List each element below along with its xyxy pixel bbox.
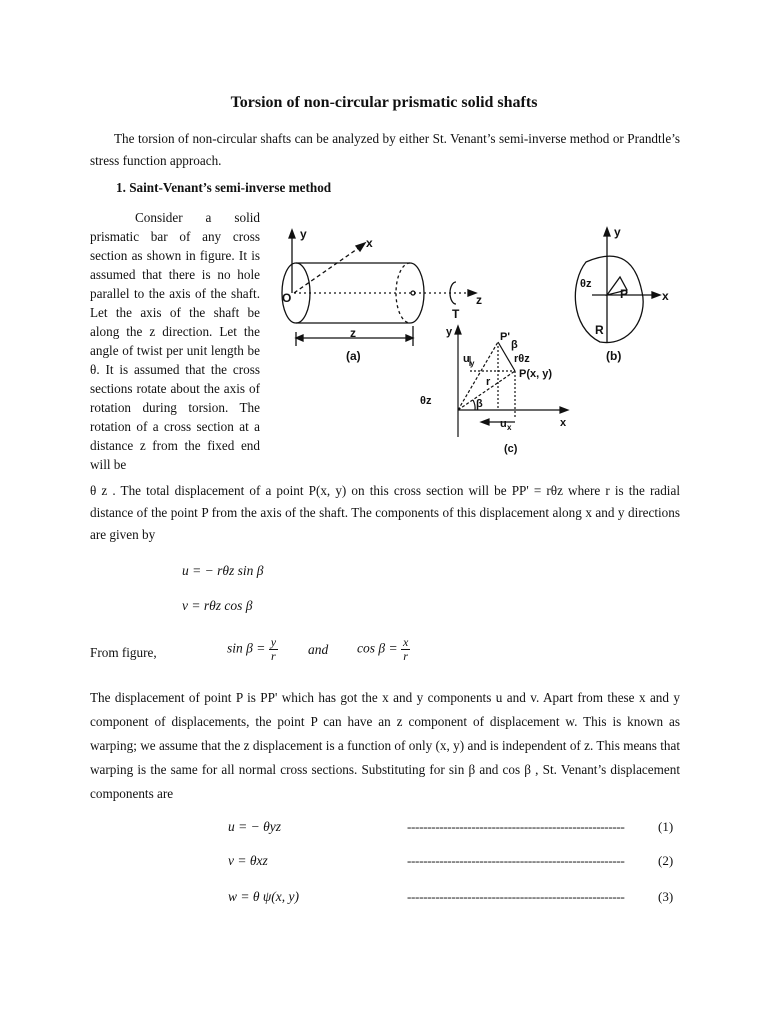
label-c-u-y: u [463,353,470,365]
sin-beta-denominator: r [271,649,276,663]
label-a-o: O [282,291,292,305]
label-b-x: x [662,289,669,303]
label-a-y: y [300,227,307,241]
equation-3: w = θ ψ(x, y) [228,889,299,904]
sin-beta-equation [227,636,278,663]
cos-beta-denominator: r [403,649,408,663]
equation-u-polar: u = − rθz sin β [182,563,264,578]
equation-2: v = θxz [228,853,268,868]
equation-1: u = − θyz [228,819,281,834]
intro-paragraph: The torsion of non-circular shafts can be analyzed by either St. Venant’s semi-inverse method or Prandtle’s stress function approach. [90,131,680,168]
label-b-p: P [620,287,629,301]
label-c-u-x-sub: x [507,423,512,432]
shaft-center [411,291,415,295]
equation-1-label: (1) [658,819,674,834]
dim-arrow-left [296,335,303,341]
label-c-theta-z: θz [420,395,432,407]
label-c-u-y-sub: y [470,359,475,368]
label-c-beta-bottom: β [476,398,483,410]
equation-1-leader: ------------------------------------------------------ [407,819,625,834]
arrow-x-b [652,292,660,298]
label-c-r-theta-z: rθz [514,353,530,365]
label-c-beta-top: β [511,339,518,351]
label-b-theta-z: θz [580,278,592,290]
wrapped-paragraph: Consider a solid prismatic bar of any cross section as shown in figure. It is assumed that there is no hole parallel to the axis of the shaft. Let the axis of the shaft be along the z direction. Let the angle of twist per unit length be θ. It is assumed that the cross sections rotate about the axis of rotation during torsion. The rotation of a cross section at a distance z from the fixed end will be [90,210,260,472]
label-c-p-xy: P(x, y) [519,368,553,380]
label-c-y: y [446,326,453,338]
caption-a: (a) [346,349,361,363]
cos-beta-lhs: cos β = [357,640,398,656]
arrow-x-a [356,243,365,251]
equation-2-leader: ------------------------------------------------------ [407,853,625,868]
figure-c-labels [420,326,567,455]
sin-beta-lhs: sin β = [227,640,266,656]
label-c-x: x [560,417,567,429]
equation-3-label: (3) [658,889,674,904]
sin-beta-numerator: y [270,635,277,649]
torsion-figure [270,222,690,462]
page-title: Torsion of non-circular prismatic solid shafts [230,94,538,111]
arrow-z-a [468,290,476,296]
from-figure-label: From figure, [90,645,157,660]
figure-a-labels [282,227,482,363]
sin-beta-fraction [269,636,278,663]
label-a-t: T [452,307,460,321]
caption-b: (b) [606,349,622,363]
beta-arc [473,400,475,410]
label-b-y: y [614,225,621,239]
equation-3-leader: ------------------------------------------------------ [407,889,625,904]
label-c-p-prime: P' [500,331,510,343]
equation-2-label: (2) [658,853,674,868]
arrow-y-a [289,230,295,238]
arrow-y-b [604,228,610,236]
displacement-paragraph: θ z . The total displacement of a point P(x, y) on this cross section will be PP' = rθz where r is the radial distance of the point P from the axis of the shaft. The components of this displacement along x and y directions are given by [90,483,680,542]
label-a-z-axis: z [476,293,482,307]
cos-beta-fraction [401,636,410,663]
shaft-right-end [410,263,424,323]
axis-x-a [294,247,360,293]
label-a-x: x [366,236,373,250]
label-c-u-x: u [500,418,507,430]
and-word: and [308,642,329,657]
ux-arrowhead [481,419,489,425]
equation-v-polar: v = rθz cos β [182,598,253,613]
cos-beta-numerator: x [402,635,409,649]
cos-beta-equation [357,636,410,663]
shaft-right-end-hidden [396,263,410,323]
arrow-x-c [560,407,568,413]
caption-c: (c) [504,443,518,455]
dim-arrow-right [406,335,413,341]
label-a-z-len: z [350,326,356,340]
label-c-r: r [486,376,491,388]
section-heading: 1. Saint-Venant’s semi-inverse method [116,180,332,195]
label-b-r: R [595,323,604,337]
warping-paragraph: The displacement of point P is PP' which has got the x and y components u and v. Apart from these x and y component of displacements, the point P can have an z component of displacement w. This is known as warping; we assume that the z displacement is a function of only (x, y) and is independent of z. This means that warping is the same for all normal cross sections. Substituting for sin β and cos β , St. Venant’s displacement components are [90,690,680,801]
cross-section-outline [575,256,643,342]
arrow-y-c [455,326,461,334]
